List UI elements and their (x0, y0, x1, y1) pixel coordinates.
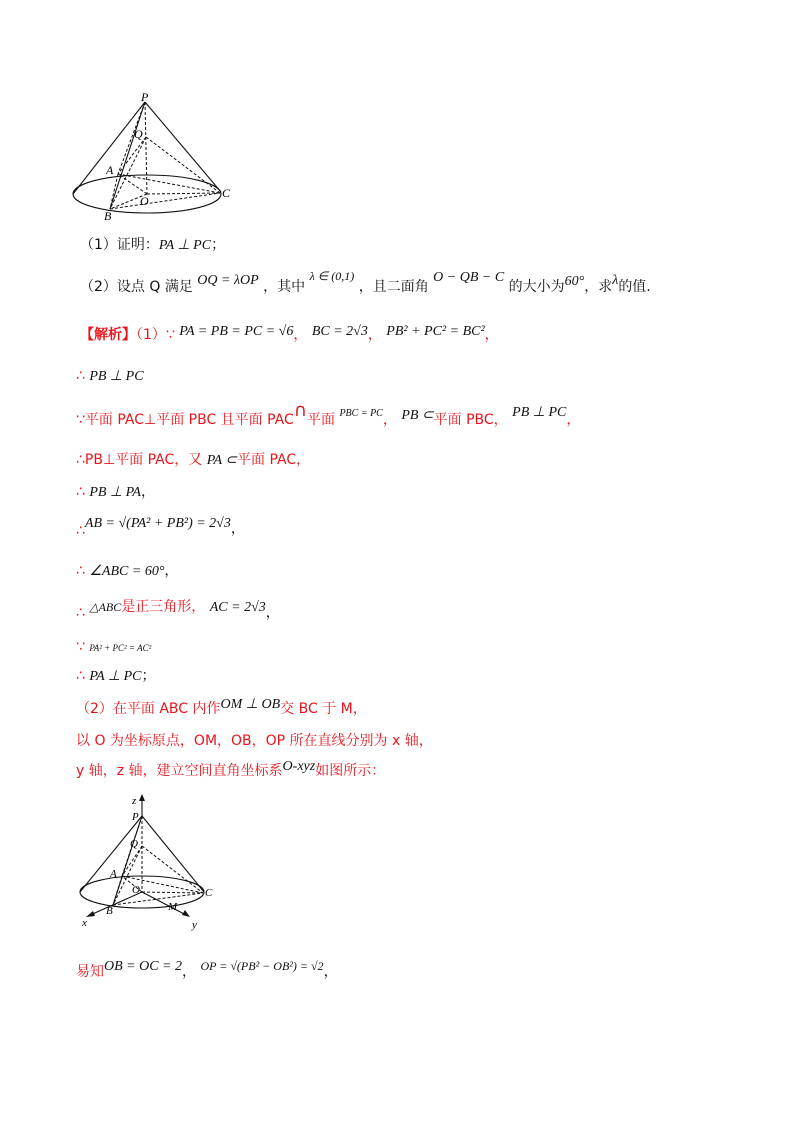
segment-OC (147, 193, 220, 194)
slant-left (80, 816, 142, 892)
part2-math-angle: 60° (564, 274, 585, 289)
label-O: O (132, 884, 140, 896)
sep: ， (140, 484, 155, 500)
segment-PB (110, 102, 145, 209)
pb-perp-pa-math: PB ⊥ PA (89, 485, 141, 500)
solution-line-13 (76, 760, 385, 780)
cone-figure-2 (70, 792, 240, 932)
label-Q: Q (134, 127, 143, 141)
pb-perp-plane-text: ∴PB⊥平面 PAC，又 (76, 452, 203, 468)
label-x: x (82, 917, 87, 929)
part2-f: 的值. (618, 279, 651, 295)
therefore-symbol: ∴ (76, 368, 85, 384)
solution-line-4 (76, 449, 310, 469)
op-length-math: OP = √(PB² − OB²) = √2 (200, 959, 324, 973)
o-xyz-math: O-xyz (282, 759, 316, 774)
construct-text: （2）在平面 ABC 内作 (76, 701, 221, 717)
solution-line-7 (76, 560, 178, 580)
therefore-symbol: ∴ (76, 563, 85, 579)
label-A: A (106, 163, 114, 177)
part2-a: （2）设点 Q 满足 (80, 279, 193, 295)
segment-AC (118, 174, 220, 193)
intersect-text: 交 BC 于 M， (280, 701, 367, 717)
solution-line-1 (80, 324, 499, 344)
label-M: M (168, 901, 178, 913)
part1-math: PA ⊥ PC (158, 238, 212, 253)
angle-abc-math: ∠ABC = 60° (89, 564, 165, 579)
pb-subset-math: PB ⊂ (401, 408, 434, 423)
label-P: P (132, 811, 139, 823)
therefore-symbol: ∴ (76, 668, 85, 684)
analysis-tag: 【解析】 (80, 327, 136, 343)
pa2-pc2-ac2-math: PA² + PC² = AC² (89, 643, 152, 653)
part1-prefix: （1）证明： (80, 237, 159, 253)
slant-right (145, 102, 221, 192)
solution-line-9 (76, 639, 151, 655)
plane-text-d: 平面 PBC， (433, 412, 508, 428)
pb-perp-pc-math-2: PB ⊥ PC (512, 405, 567, 420)
sep: ， (164, 563, 179, 579)
x-arrow-icon (86, 911, 95, 917)
equal-sides-math: PA = PB = PC = √6 (179, 324, 294, 339)
part2-math-lambda: λ (612, 273, 619, 288)
solution-line-11 (76, 698, 367, 718)
label-B: B (104, 209, 112, 222)
part2-line (80, 269, 651, 296)
therefore-symbol: ∴ (76, 605, 85, 621)
solution-line-8 (76, 596, 280, 621)
axis-PO (145, 102, 147, 194)
solution-line-14 (76, 955, 338, 980)
label-C: C (205, 887, 213, 899)
part1-line (80, 234, 225, 254)
sep: ； (141, 668, 156, 684)
label-A: A (110, 868, 117, 880)
part2-c: ，且二面角 (358, 279, 429, 295)
plane-pac-text: 平面 PAC， (237, 452, 311, 468)
solution-line-2 (76, 368, 144, 385)
therefore-symbol: ∴ (76, 523, 85, 539)
ab-length-math: AB = √(PA² + PB²) = 2√3 (84, 516, 231, 531)
plane-text-a: ∵平面 PAC⊥平面 PBC 且平面 PAC (76, 412, 294, 428)
solution-line-10 (76, 665, 156, 685)
sep: ， (566, 412, 581, 428)
as-shown-text: 如图所示： (315, 763, 386, 779)
sep: ， (265, 605, 280, 621)
intersection-symbol: ∩ (293, 400, 307, 421)
label-z: z (132, 795, 137, 807)
label-O: O (140, 194, 149, 208)
segment-OC (142, 892, 203, 893)
ac-length-math: AC = 2√3 (209, 600, 266, 615)
part2-math-lambda-range: λ ∈ (0,1) (309, 269, 355, 283)
origin-axes-text: 以 O 为坐标原点，OM，OB，OP 所在直线分别为 x 轴， (76, 733, 433, 749)
solution-line-5 (76, 481, 155, 501)
label-Q: Q (130, 838, 138, 850)
label-y: y (192, 919, 197, 931)
segment-QC (146, 137, 220, 193)
sep: ， (367, 327, 382, 343)
cone-figure-1 (70, 92, 250, 222)
pbc-eq-pc-math: PBC = PC (339, 408, 383, 419)
part2-e: ，求 (584, 279, 613, 295)
y-arrow-icon (182, 910, 190, 917)
part2-b: ，其中 (263, 279, 306, 295)
pa-subset-math: PA ⊂ (206, 453, 237, 468)
segment-AB (110, 174, 118, 209)
solution-line-6 (76, 512, 245, 539)
segment-QA (122, 846, 142, 876)
solution-line-12 (76, 730, 433, 750)
label-B: B (106, 905, 113, 917)
z-arrow-icon (139, 794, 145, 801)
bc-math: BC = 2√3 (311, 324, 368, 339)
sep: ， (293, 327, 308, 343)
sep: ， (323, 964, 338, 980)
label-C: C (222, 186, 231, 200)
slant-left (73, 102, 145, 194)
easy-know-text: 易知 (76, 964, 104, 980)
part2-math-dihedral: O − QB − C (433, 270, 505, 285)
coordinate-system-text: y 轴，z 轴，建立空间直角坐标系 (76, 763, 283, 779)
pa-perp-pc-math: PA ⊥ PC (89, 669, 142, 684)
sep: ， (182, 964, 197, 980)
pythagoras-math: PB² + PC² = BC² (386, 324, 485, 339)
part2-d: 的大小为 (508, 279, 565, 295)
part1-suffix: ； (211, 237, 226, 253)
plane-text-b: 平面 (306, 412, 335, 428)
sep: ， (230, 521, 245, 537)
part1-because: （1）∵ (136, 327, 175, 343)
part2-math-vector: OQ = λOP (197, 273, 259, 288)
label-P: P (141, 92, 149, 104)
solution-line-3 (76, 400, 581, 429)
ob-oc-math: OB = OC = 2 (104, 959, 183, 974)
equilateral-text: 是正三角形， (121, 599, 206, 615)
because-symbol: ∵ (76, 639, 85, 655)
om-perp-ob-math: OM ⊥ OB (220, 697, 281, 712)
therefore-symbol: ∴ (76, 484, 85, 500)
triangle-abc-math: △ABC (89, 600, 122, 614)
pb-perp-pc-math: PB ⊥ PC (89, 369, 144, 384)
sep: ， (484, 327, 499, 343)
sep: ， (382, 412, 397, 428)
slant-right (142, 816, 204, 892)
